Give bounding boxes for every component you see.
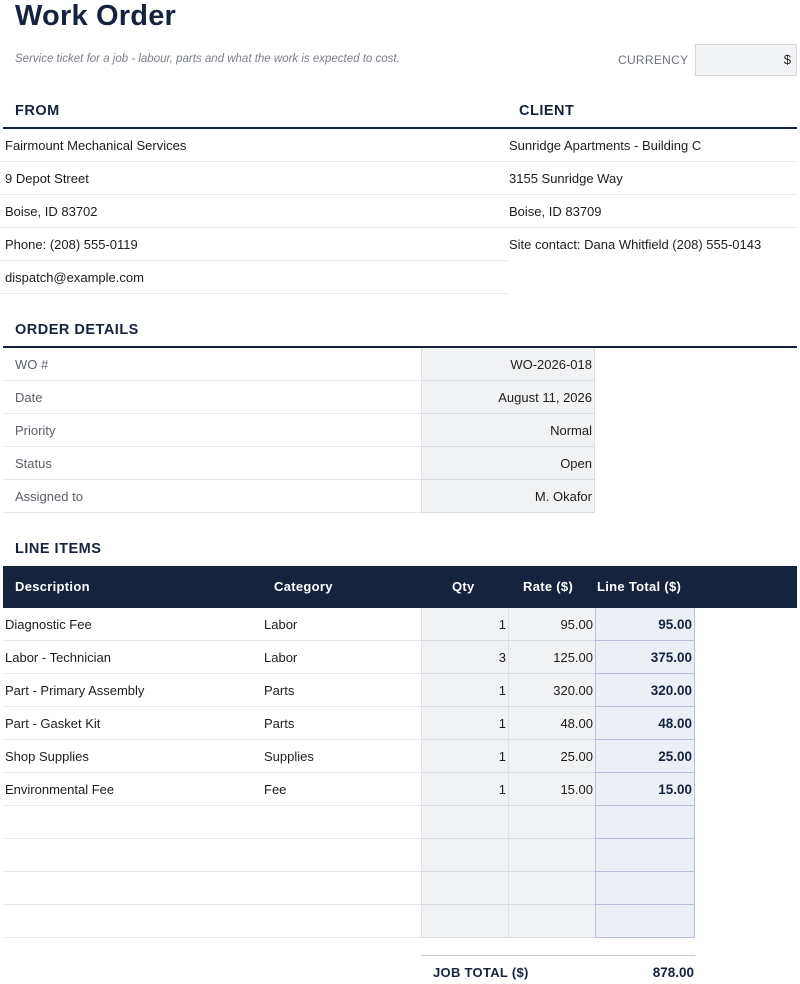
qty-cell[interactable]: 1	[421, 740, 508, 773]
description-cell[interactable]: Diagnostic Fee	[5, 617, 92, 632]
table-row	[3, 641, 695, 674]
status-label: Status	[3, 447, 421, 480]
line-total-cell: 95.00	[595, 608, 695, 641]
description-cell[interactable]: Part - Primary Assembly	[5, 683, 145, 698]
wo-number-label: WO #	[3, 348, 421, 381]
job-total-value: 878.00	[652, 965, 694, 980]
from-email[interactable]: dispatch@example.com	[0, 261, 508, 294]
client-city[interactable]: Boise, ID 83709	[504, 195, 797, 228]
from-city[interactable]: Boise, ID 83702	[0, 195, 508, 228]
assigned-to-label: Assigned to	[3, 480, 421, 513]
line-total-cell	[595, 839, 695, 872]
client-name[interactable]: Sunridge Apartments - Building C	[504, 129, 797, 162]
table-row	[3, 674, 695, 707]
line-total-cell: 375.00	[595, 641, 695, 674]
currency-input[interactable]: $	[695, 44, 797, 76]
line-total-cell: 25.00	[595, 740, 695, 773]
line-items-heading: LINE ITEMS	[15, 541, 102, 557]
line-total-cell: 48.00	[595, 707, 695, 740]
qty-cell[interactable]	[421, 872, 508, 905]
client-heading: CLIENT	[519, 103, 575, 119]
col-qty-header: Qty	[452, 579, 475, 594]
date-label: Date	[3, 381, 421, 414]
qty-cell[interactable]: 1	[421, 707, 508, 740]
table-row	[3, 740, 695, 773]
table-row	[3, 806, 695, 839]
qty-cell[interactable]: 1	[421, 773, 508, 806]
qty-cell[interactable]: 1	[421, 674, 508, 707]
rate-cell[interactable]	[508, 905, 595, 938]
rate-cell[interactable]: 95.00	[508, 608, 595, 641]
col-category-header: Category	[274, 579, 333, 594]
category-cell[interactable]: Parts	[264, 716, 295, 731]
rate-cell[interactable]	[508, 872, 595, 905]
priority-field[interactable]: Normal	[421, 414, 595, 447]
line-total-cell	[595, 872, 695, 905]
table-row	[3, 608, 695, 641]
table-row	[3, 707, 695, 740]
rate-cell[interactable]: 320.00	[508, 674, 595, 707]
rate-cell[interactable]: 25.00	[508, 740, 595, 773]
client-contact[interactable]: Site contact: Dana Whitfield (208) 555-0143	[509, 237, 762, 252]
rate-cell[interactable]: 48.00	[508, 707, 595, 740]
job-total-label: JOB TOTAL ($)	[433, 965, 529, 980]
col-line-total-header: Line Total ($)	[597, 579, 682, 594]
total-rule	[421, 955, 695, 956]
order-details-heading: ORDER DETAILS	[15, 322, 139, 338]
qty-cell[interactable]	[421, 839, 508, 872]
client-street[interactable]: 3155 Sunridge Way	[504, 162, 797, 195]
col-description-header: Description	[15, 579, 90, 594]
from-phone[interactable]: Phone: (208) 555-0119	[0, 228, 508, 261]
status-field[interactable]: Open	[421, 447, 595, 480]
assigned-to-field[interactable]: M. Okafor	[421, 480, 595, 513]
table-row	[3, 839, 695, 872]
col-rate-header: Rate ($)	[523, 579, 574, 594]
line-total-cell	[595, 905, 695, 938]
description-cell[interactable]: Labor - Technician	[5, 650, 111, 665]
qty-cell[interactable]: 3	[421, 641, 508, 674]
from-street[interactable]: 9 Depot Street	[0, 162, 508, 195]
qty-cell[interactable]: 1	[421, 608, 508, 641]
category-cell[interactable]: Supplies	[264, 749, 314, 764]
description-cell[interactable]: Part - Gasket Kit	[5, 716, 101, 731]
description-cell[interactable]: Shop Supplies	[5, 749, 89, 764]
page-subtitle: Service ticket for a job - labour, parts and what the work is expected to cost.	[15, 53, 400, 65]
rate-cell[interactable]: 15.00	[508, 773, 595, 806]
description-cell[interactable]: Environmental Fee	[5, 782, 115, 797]
line-total-cell: 15.00	[595, 773, 695, 806]
qty-cell[interactable]	[421, 905, 508, 938]
category-cell[interactable]: Labor	[264, 617, 298, 632]
rate-cell[interactable]	[508, 839, 595, 872]
page-title: Work Order	[15, 0, 177, 32]
currency-label: CURRENCY	[618, 53, 689, 67]
table-row	[3, 872, 695, 905]
rate-cell[interactable]: 125.00	[508, 641, 595, 674]
from-name[interactable]: Fairmount Mechanical Services	[0, 129, 508, 162]
wo-number-field[interactable]: WO-2026-018	[421, 348, 595, 381]
category-cell[interactable]: Parts	[264, 683, 295, 698]
line-items-header-row	[3, 566, 797, 608]
category-cell[interactable]: Labor	[264, 650, 298, 665]
date-field[interactable]: August 11, 2026	[421, 381, 595, 414]
category-cell[interactable]: Fee	[264, 782, 287, 797]
rate-cell[interactable]	[508, 806, 595, 839]
line-total-cell: 320.00	[595, 674, 695, 707]
table-row	[3, 773, 695, 806]
priority-label: Priority	[3, 414, 421, 447]
from-heading: FROM	[15, 103, 60, 119]
line-total-cell	[595, 806, 695, 839]
table-row	[3, 905, 695, 938]
qty-cell[interactable]	[421, 806, 508, 839]
